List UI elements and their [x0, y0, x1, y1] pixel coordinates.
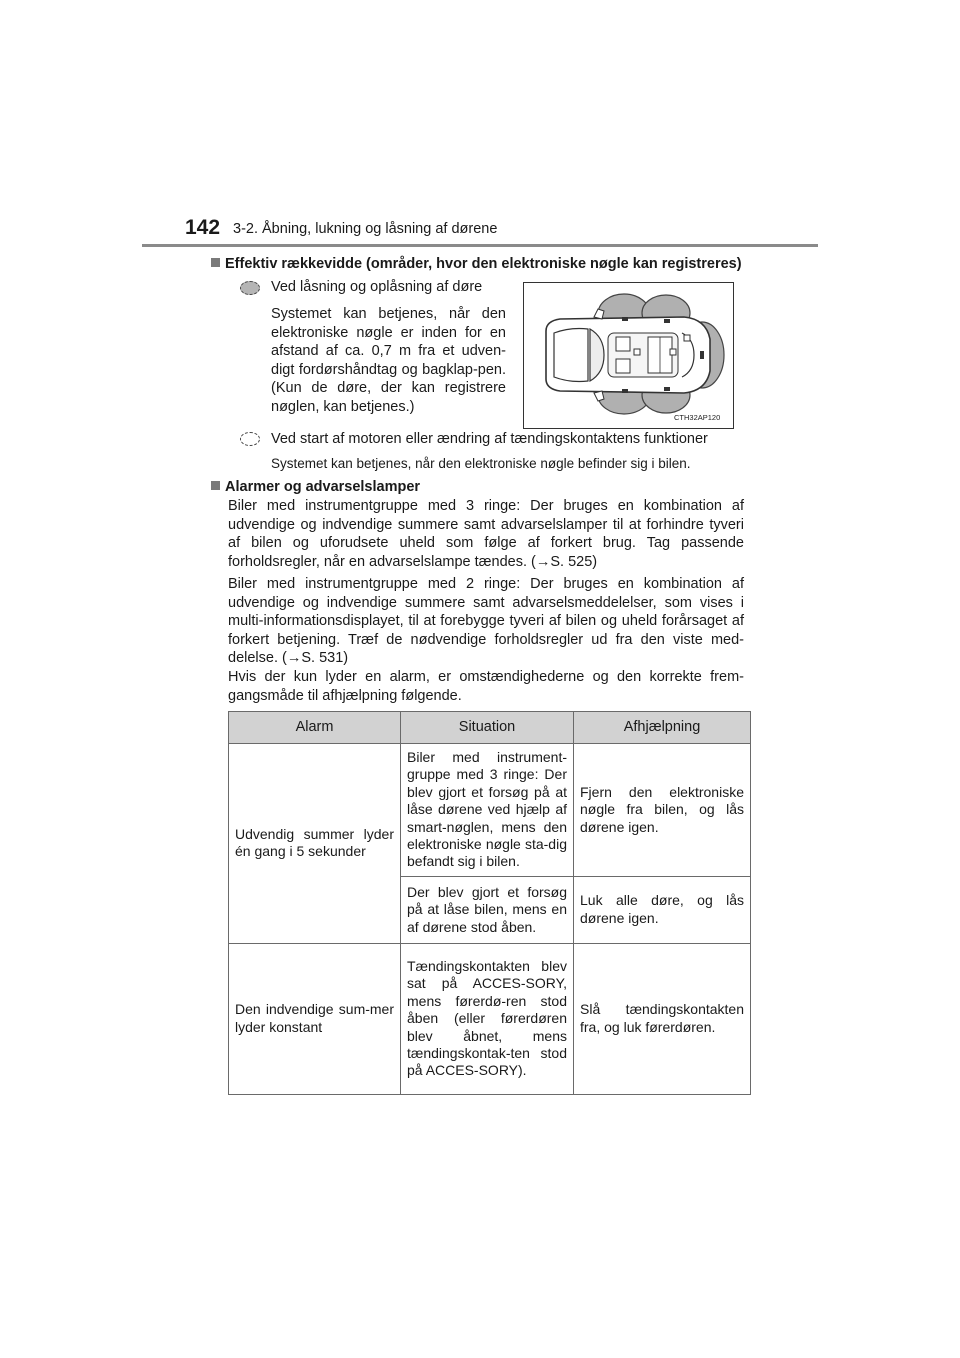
remedy-cell: Fjern den elektroniske nøgle fra bilen, og lås dørene igen. [574, 744, 751, 877]
dashed-zone-icon [240, 432, 260, 446]
alarm-cell: Udvendig summer lyder én gang i 5 sekunder [229, 744, 401, 944]
remedy-cell: Slå tændingskontakten fra, og luk førerdøren. [574, 943, 751, 1094]
car-top-view-illustration [524, 283, 733, 428]
situation-cell: Biler med instrument-gruppe med 3 ringe: Der blev gjort et forsøg på at låse dørene ved hjælp af smart-nøglen, mens den elektroniske nøgle sta-dig befandt sig i bilen. [401, 744, 574, 877]
situation-cell: Der blev gjort et forsøg på at låse bilen, mens en af dørene stod åben. [401, 876, 574, 943]
chapter-title: 3-2. Åbning, lukning og låsning af dørene [233, 221, 498, 237]
paragraph-alarm-intro: Hvis der kun lyder en alarm, er omstændighederne og den korrekte frem-gangsmåde til afhjælpning følgende. [228, 669, 744, 704]
item1-text: Systemet kan betjenes, når den elektroniske nøgle er inden for en afstand af ca. 0,7 m fra et udven-digt fordørshåndtag og bagklap-pen. (Kun de døre, der kan registrere nøglen, kan betjenes.) [271, 306, 506, 415]
situation-cell: Tændingskontakten blev sat på ACCES-SORY, mens førerdø-ren stod åben (eller førerdøren blev åbnet, mens tændingskontak-ten stod på ACCES-SORY). [401, 943, 574, 1094]
item2-title: Ved start af motoren eller ændring af tændingskontaktens funktioner [271, 431, 708, 447]
filled-zone-icon [240, 281, 260, 295]
remedy-cell: Luk alle døre, og lås dørene igen. [574, 876, 751, 943]
table-header-row [229, 712, 751, 744]
table-row [229, 744, 751, 877]
image-code: CTH32AP120 [674, 413, 721, 422]
section-heading-range: Effektiv rækkevidde (områder, hvor den elektroniske nøgle kan registreres) [211, 256, 742, 272]
header-alarm: Alarm [229, 712, 401, 744]
square-bullet-icon [211, 481, 220, 490]
car-range-diagram [523, 282, 734, 429]
header-remedy: Afhjælpning [574, 712, 751, 744]
alarm-table [228, 711, 751, 1095]
page-number: 142 [185, 216, 221, 239]
paragraph-2-rings: Biler med instrumentgruppe med 2 ringe: Der bruges en kombination af udvendige og indvendige summere samt advarselsmeddelelser, som vises i multi-informationsdisplayet, til at forebygge tyveri af bilen og uheld forårsaget af forkert betjening. Træf de nødvendige forholdsregler ud fra den viste med-delelse. (→S. 531) [228, 576, 744, 667]
table-row [229, 943, 751, 1094]
item2-text: Systemet kan betjenes, når den elektroniske nøgle befinder sig i bilen. [271, 456, 691, 471]
header-rule [142, 244, 818, 247]
alarm-cell: Den indvendige sum-mer lyder konstant [229, 943, 401, 1094]
header-situation: Situation [401, 712, 574, 744]
item1-title: Ved låsning og oplåsning af døre [271, 279, 483, 295]
section-heading-alarms: Alarmer og advarselslamper [211, 479, 420, 495]
paragraph-3-rings: Biler med instrumentgruppe med 3 ringe: Der bruges en kombination af udvendige og indvendige summere samt advarselslamper til at forhindre tyveri af bilen og uforudsete uheld som følge af forkert brug. Tag passende forholdsregler, når en advarselslampe tændes. (→S. 525) [228, 498, 744, 570]
square-bullet-icon [211, 258, 220, 267]
